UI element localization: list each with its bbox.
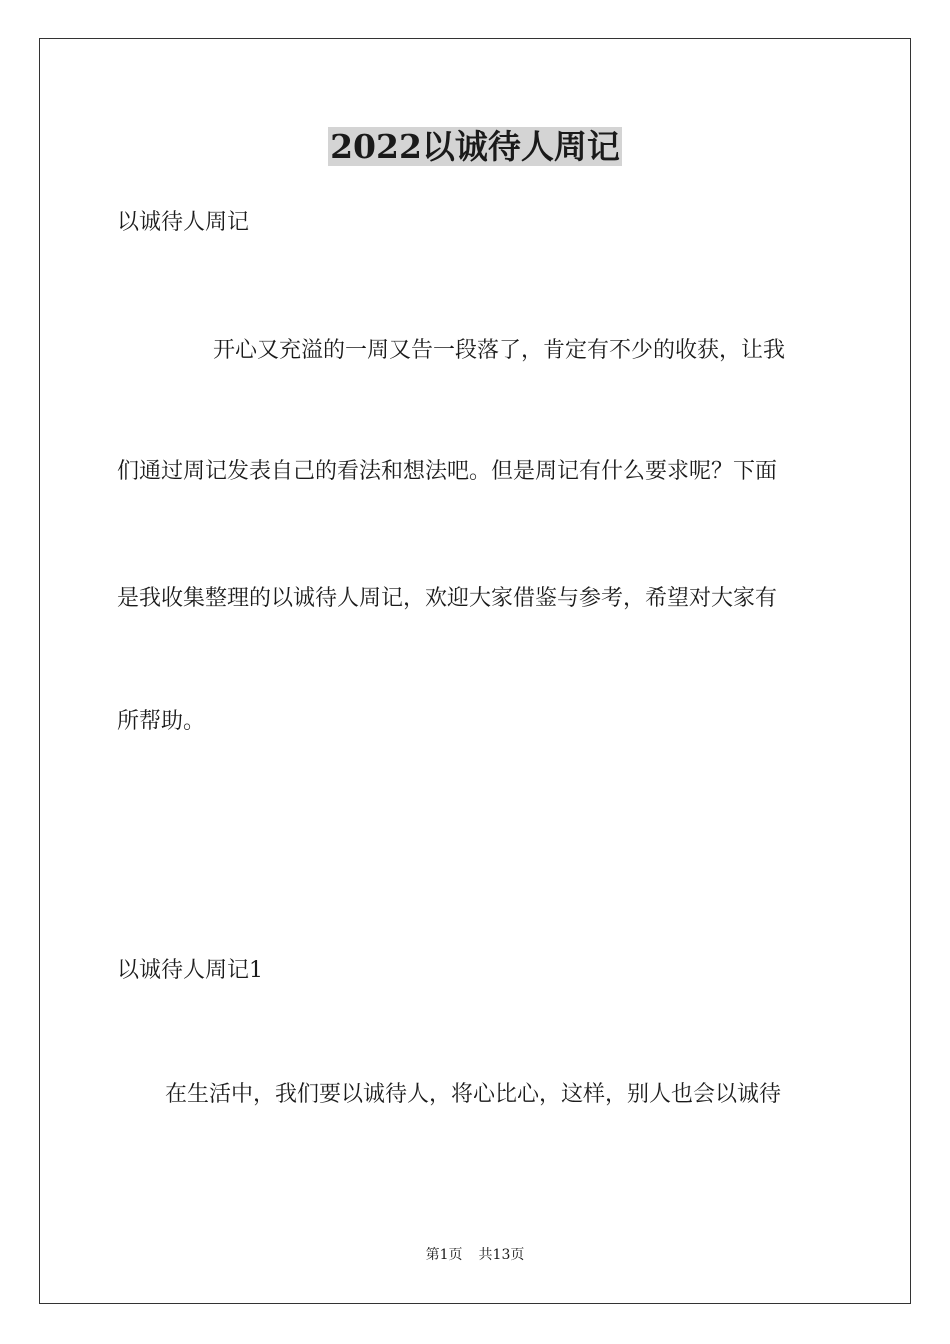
page-number-current: 第1页 [425, 1247, 463, 1263]
document-subtitle: 以诚待人周记 [117, 210, 250, 235]
page-footer [0, 1245, 950, 1265]
intro-line-2: 们通过周记发表自己的看法和想法吧。但是周记有什么要求呢？下面 [117, 459, 778, 484]
intro-line-3: 是我收集整理的以诚待人周记，欢迎大家借鉴与参考，希望对大家有 [117, 586, 778, 611]
intro-line-4: 所帮助。 [117, 709, 206, 734]
section-heading: 以诚待人周记1 [117, 958, 263, 983]
intro-line-1: 开心又充溢的一周又告一段落了，肯定有不少的收获，让我 [213, 338, 786, 363]
document-title [0, 122, 950, 172]
section-paragraph-line-1: 在生活中，我们要以诚待人，将心比心，这样，别人也会以诚待 [165, 1082, 782, 1107]
page-number-total: 共13页 [478, 1247, 525, 1263]
document-title-text: 2022以诚待人周记 [330, 127, 620, 166]
